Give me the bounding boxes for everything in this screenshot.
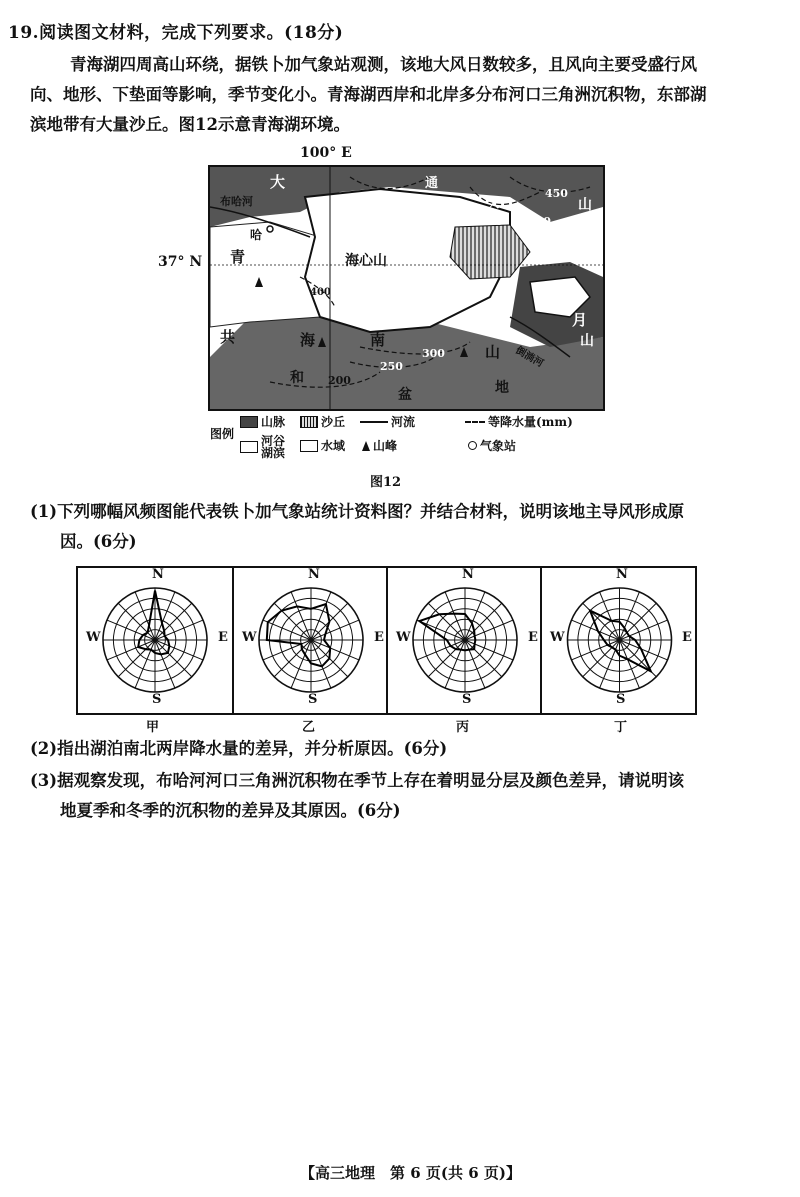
wind-rose-jia <box>78 568 232 713</box>
map-label-yue: 月 <box>572 311 588 329</box>
question-3-line-2: 地夏季和冬季的沉积物的差异及其原因。(6分) <box>60 801 401 820</box>
rose-yi-s: S <box>308 692 318 707</box>
rose-label-yi: 乙 <box>302 720 316 735</box>
map-label-buha: 布哈河 <box>220 195 253 208</box>
wind-rose-bing <box>386 568 542 713</box>
legend-water: 水域 <box>300 437 345 454</box>
question-3 <box>30 766 795 826</box>
mountain-swatch-icon <box>240 416 258 428</box>
rose-ding-s: S <box>616 692 626 707</box>
rose-jia-w: W <box>86 630 101 645</box>
map-label-dayuan: 大 <box>488 197 499 210</box>
rose-yi-n: N <box>308 567 320 582</box>
rose-spoke <box>620 603 657 640</box>
isohyet-line-icon <box>465 421 485 423</box>
peak-triangle-icon <box>362 441 370 451</box>
map-label-haixinshan: 海心山 <box>345 253 387 269</box>
map-label-ha: 哈 <box>250 228 263 242</box>
legend-peak: 山峰 <box>362 437 397 454</box>
rose-bing-s: S <box>462 692 472 707</box>
station-circle-icon <box>468 441 477 450</box>
question-1-line-1: (1)下列哪幅风频图能代表铁卜加气象站统计资料图？并结合材料，说明该地主导风形成原 <box>30 502 685 521</box>
question-title: 19.阅读图文材料，完成下列要求。(18分) <box>8 23 344 43</box>
map-label-gong: 共 <box>220 328 236 346</box>
rose-spoke <box>155 640 192 677</box>
rose-spoke <box>274 640 311 677</box>
map-label-fanshan: 山 <box>580 333 594 349</box>
map-label-da: 大 <box>270 173 286 191</box>
isohyet-label-250: 250 <box>380 360 403 373</box>
legend-river: 河流 <box>360 413 415 430</box>
wind-rose-yi <box>232 568 388 713</box>
lake-map-svg <box>210 167 603 409</box>
rose-jia-e: E <box>218 630 228 645</box>
map-label-nan: 南 <box>370 331 386 349</box>
rose-jia-n: N <box>152 567 164 582</box>
figure-caption: 图12 <box>370 475 402 490</box>
legend-station: 气象站 <box>468 437 516 454</box>
river-line-icon <box>360 421 388 423</box>
map-label-he: 和 <box>290 370 304 386</box>
isohyet-label-400w: 400 <box>310 287 331 298</box>
rose-spoke <box>428 640 465 677</box>
map-legend <box>210 413 590 463</box>
rose-spoke <box>428 603 465 640</box>
rose-yi-w: W <box>242 630 257 645</box>
isohyet-label-300: 300 <box>422 347 445 360</box>
question-1-line-2: 因。(6分) <box>60 532 137 551</box>
legend-valley: 河谷湖滨 <box>240 435 285 459</box>
question-2: (2)指出湖泊南北两岸降水量的差异，并分析原因。(6分) <box>30 739 448 758</box>
map-label-shan3: 山 <box>555 243 569 259</box>
tiebujia-station <box>267 226 273 232</box>
longitude-label: 100° E <box>300 145 352 161</box>
map-label-hai: 海 <box>300 331 316 349</box>
wind-rose-ding <box>540 568 697 713</box>
map-label-di: 地 <box>495 380 509 396</box>
material-paragraph <box>30 50 790 140</box>
rose-spoke <box>465 640 502 677</box>
wind-rose-strip <box>76 566 697 715</box>
legend-isohyet: 等降水量(mm) <box>465 413 573 430</box>
material-line-2: 向、地形、下垫面等影响，季节变化小。青海湖西岸和北岸多分布河口三角洲沉积物，东部湖 <box>30 85 707 104</box>
rose-spoke <box>155 603 192 640</box>
rose-bing-e: E <box>528 630 538 645</box>
rose-label-bing: 丙 <box>456 720 470 735</box>
rose-label-ding: 丁 <box>614 720 628 735</box>
map-label-daotang: 倒淌河 <box>513 345 545 370</box>
map-label-shan1: 山 <box>578 197 592 213</box>
legend-dune: 沙丘 <box>300 413 345 430</box>
lake-map <box>208 165 605 411</box>
rose-label-jia: 甲 <box>146 720 160 735</box>
rose-spoke <box>118 640 155 677</box>
question-3-line-1: (3)据观察发现，布哈河河口三角洲沉积物在季节上存在着明显分层及颜色差异，请说明该 <box>30 771 685 790</box>
material-line-1: 青海湖四周高山环绕，据铁卜加气象站观测，该地大风日数较多，且风向主要受盛行风 <box>70 55 697 74</box>
material-line-3: 滨地带有大量沙丘。图12示意青海湖环境。 <box>30 115 350 134</box>
isohyet-label-400b: 400 <box>528 215 551 228</box>
rose-ding-w: W <box>550 630 565 645</box>
dune-area <box>450 225 530 279</box>
map-label-tong: 通 <box>425 176 439 191</box>
isohyet-label-350: 350 <box>360 199 383 212</box>
water-swatch-icon <box>300 440 318 452</box>
map-label-pen: 盆 <box>398 387 412 403</box>
latitude-label: 37° N <box>158 254 203 270</box>
valley-swatch-icon <box>240 441 258 453</box>
rose-jia-s: S <box>152 692 162 707</box>
page-footer: 【高三地理 第 6 页(共 6 页)】 <box>300 1164 521 1182</box>
isohyet-label-200: 200 <box>328 374 351 387</box>
rose-ding-e: E <box>682 630 692 645</box>
rose-bing-w: W <box>396 630 411 645</box>
isohyet-label-450: 450 <box>545 187 568 200</box>
map-label-qing: 青 <box>230 248 246 266</box>
rose-yi-e: E <box>374 630 384 645</box>
isohyet-label-400: 400 <box>480 215 503 228</box>
question-1 <box>30 497 795 557</box>
rose-spoke <box>583 640 620 677</box>
legend-mountain: 山脉 <box>240 413 285 430</box>
rose-ding-n: N <box>616 567 628 582</box>
dune-swatch-icon <box>300 416 318 428</box>
map-label-ri: 日 <box>550 291 566 309</box>
legend-title: 图例 <box>210 427 235 441</box>
map-label-shan2: 山 <box>485 343 501 361</box>
rose-bing-n: N <box>462 567 474 582</box>
